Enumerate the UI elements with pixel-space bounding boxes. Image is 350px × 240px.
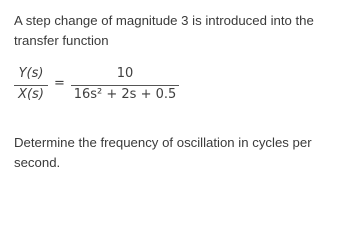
rhs-numerator: 10 xyxy=(116,66,134,81)
rhs-fraction-bar xyxy=(71,85,179,86)
equals-sign: = xyxy=(54,76,65,91)
transfer-function-equation xyxy=(14,64,344,110)
lhs-fraction-bar xyxy=(14,85,48,86)
problem-statement: A step change of magnitude 3 is introduced into the transfer function xyxy=(14,13,314,48)
rhs-denominator: 16s² + 2s + 0.5 xyxy=(73,87,177,102)
lhs-denominator: X(s) xyxy=(18,87,44,102)
question-text: Determine the frequency of oscillation in cycles per second. xyxy=(14,135,312,170)
lhs-numerator: Y(s) xyxy=(18,66,44,81)
